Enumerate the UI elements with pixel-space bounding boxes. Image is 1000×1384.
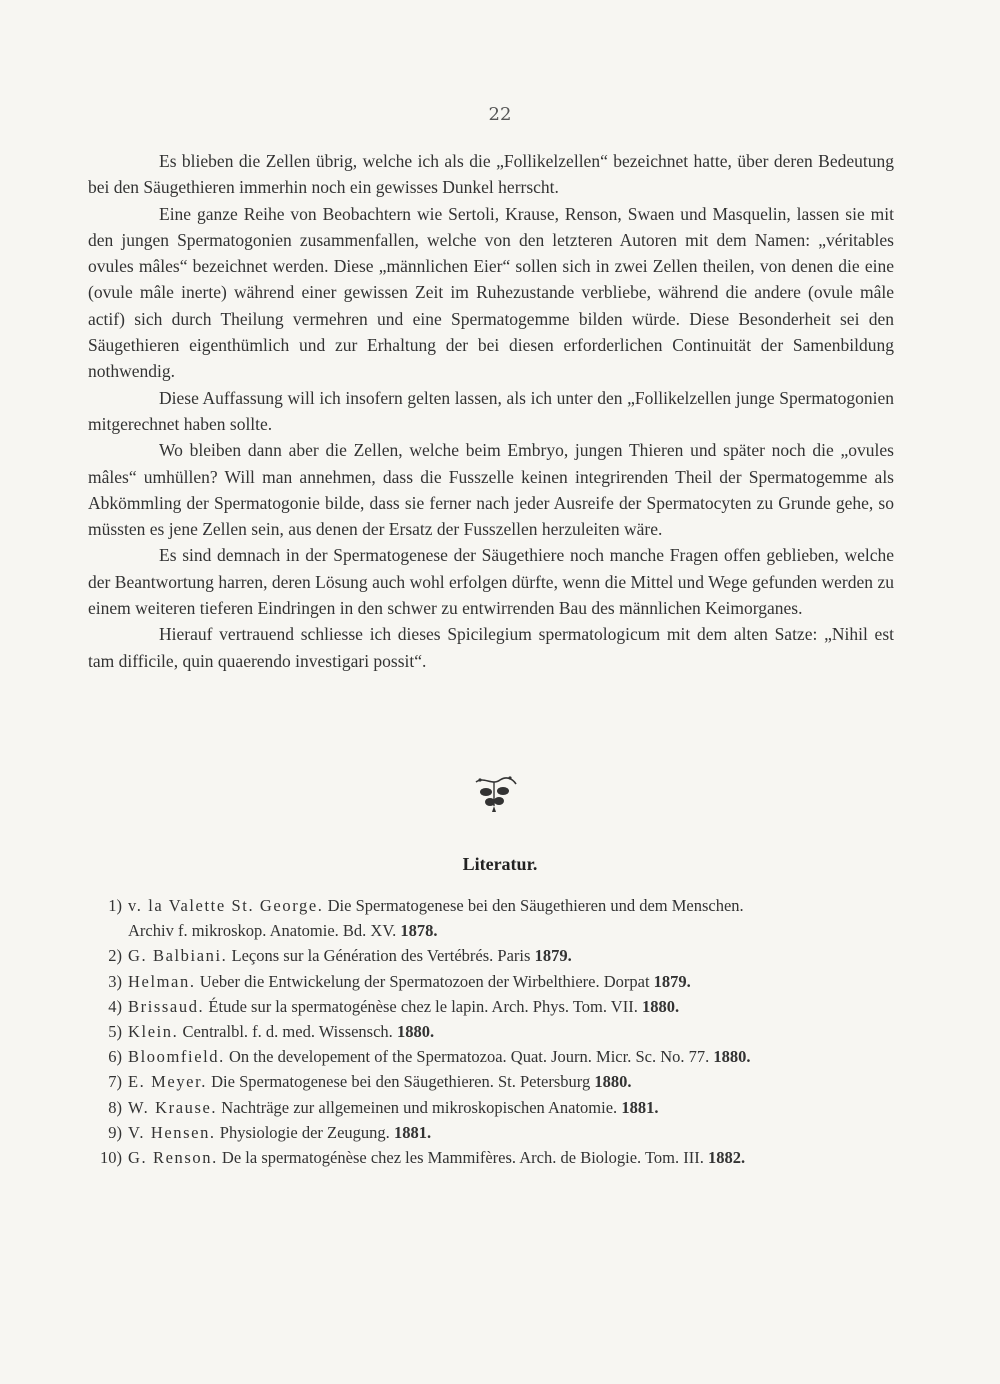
reference-item	[88, 1069, 908, 1094]
reference-number: 6)	[108, 1047, 122, 1067]
paragraph: Eine ganze Reihe von Beobachtern wie Sertoli, Krause, Renson, Swaen und Masquelin, lassen sie mit den jungen Spermatogonien zusammenfallen, welche von den letzteren Autoren mit dem Namen: „véritables ovules mâles“ bezeichnet werden. Diese „männlichen Eier“ sollen sich in zwei Zellen theilen, von denen die eine (ovule mâle inerte) während einer gewissen Zeit im Ruhezustande verbliebe, während die andere (ovule mâle actif) sich durch Theilung vermehren und eine Spermatogemme bilden würde. Diese Besonderheit sei den Säugethieren eigenthümlich und zur Erhaltung der bei diesen erforderlichen Continuität der Samenbildung nothwendig.	[88, 203, 894, 382]
reference-text: Physiologie der Zeugung.	[219, 1122, 390, 1142]
reference-author: G. Renson.	[128, 1148, 218, 1168]
reference-continuation: Archiv f. mikroskop. Anatomie. Bd. XV. 1878.	[128, 921, 438, 941]
paragraph: Wo bleiben dann aber die Zellen, welche beim Embryo, jungen Thieren und später noch die „ovules mâles“ umhüllen? Will man annehmen, dass die Fusszelle keinen integrirenden Theil der Spermatogemme als Abkömmling der Spermatogonie bilde, dass sie ferner nach jeder Ausreife der Spermatocyten zu Grunde gehe, so müssten es jene Zellen sein, aus denen der Ersatz der Fusszellen herzuleiten wäre.	[88, 440, 894, 540]
body-text	[88, 148, 894, 674]
reference-item	[88, 969, 908, 994]
page-number: 22	[488, 104, 512, 125]
reference-year: 1880.	[594, 1072, 632, 1092]
reference-number: 1)	[108, 896, 122, 915]
reference-list	[88, 893, 908, 1170]
reference-author: Bloomfield.	[128, 1047, 225, 1067]
reference-number: 9)	[108, 1122, 122, 1142]
reference-number: 2)	[108, 946, 122, 966]
reference-year: 1878.	[400, 921, 438, 941]
reference-item	[88, 943, 908, 968]
reference-author: V. Hensen.	[128, 1122, 216, 1142]
reference-item	[88, 994, 908, 1019]
reference-year: 1880.	[713, 1047, 751, 1067]
reference-year: 1881.	[621, 1097, 659, 1117]
reference-year: 1882.	[707, 1148, 746, 1168]
vine-ornament-icon	[470, 772, 520, 816]
reference-text: Nachträge zur allgemeinen und mikroskopischen Anatomie.	[221, 1097, 618, 1117]
reference-item	[88, 1044, 908, 1069]
reference-number: 5)	[108, 1022, 122, 1042]
reference-number: 10)	[100, 1148, 122, 1168]
reference-number: 3)	[108, 971, 122, 991]
reference-author: Helman.	[128, 971, 196, 991]
reference-text: Étude sur la spermatogénèse chez le lapin. Arch. Phys. Tom. VII.	[208, 996, 638, 1016]
reference-text: Centralbl. f. d. med. Wissensch.	[182, 1022, 393, 1042]
reference-author: Brissaud.	[128, 996, 205, 1016]
literature-heading: Literatur.	[462, 854, 538, 874]
reference-author: Klein.	[128, 1022, 179, 1042]
paragraph: Es blieben die Zellen übrig, welche ich als die „Follikelzellen“ bezeichnet hatte, über deren Bedeutung bei den Säugethieren immerhin noch ein gewisses Dunkel herrscht.	[88, 151, 894, 198]
reference-text: Die Spermatogenese bei den Säugethieren und dem Menschen.	[327, 896, 744, 915]
reference-text: Die Spermatogenese bei den Säugethieren. St. Petersburg	[211, 1072, 591, 1092]
reference-item	[88, 893, 908, 943]
reference-year: 1881.	[393, 1122, 432, 1142]
paragraph: Hierauf vertrauend schliesse ich dieses Spicilegium spermatologicum mit dem alten Satze: „Nihil est tam difficile, quin quaerendo investigari possit“.	[88, 624, 894, 671]
reference-year: 1879.	[653, 971, 691, 991]
reference-author: W. Krause.	[128, 1097, 218, 1117]
reference-text: De la spermatogénèse chez les Mammifères. Arch. de Biologie. Tom. III.	[221, 1148, 704, 1168]
reference-item	[88, 1019, 908, 1044]
reference-year: 1879.	[534, 946, 572, 966]
reference-text: Ueber die Entwickelung der Spermatozoen der Wirbelthiere. Dorpat	[199, 971, 650, 991]
paragraph: Diese Auffassung will ich insofern gelten lassen, als ich unter den „Follikelzellen junge Spermatogonien mitgerechnet haben sollte.	[88, 387, 894, 434]
reference-author: v. la Valette St. George.	[128, 896, 324, 915]
reference-text: On the developement of the Spermatozoa. Quat. Journ. Micr. Sc. No. 77.	[229, 1047, 710, 1067]
reference-text: Leçons sur la Génération des Vertébrés. Paris	[231, 946, 531, 966]
reference-number: 8)	[108, 1097, 122, 1117]
reference-item	[88, 1145, 908, 1170]
reference-year: 1880.	[396, 1022, 435, 1042]
reference-item	[88, 1095, 908, 1120]
reference-author: G. Balbiani.	[128, 946, 228, 966]
reference-number: 4)	[108, 996, 122, 1016]
reference-year: 1880.	[641, 996, 680, 1016]
reference-author: E. Meyer.	[128, 1072, 208, 1092]
paragraph: Es sind demnach in der Spermatogenese der Säugethiere noch manche Fragen offen geblieben, welche der Beantwortung harren, deren Lösung auch wohl erfolgen dürfte, wenn die Mittel und Wege gefunden werden zu einem weiteren tieferen Eindringen in den schwer zu entwirrenden Bau des männlichen Keimorganes.	[88, 545, 894, 619]
reference-item	[88, 1120, 908, 1145]
reference-number: 7)	[108, 1072, 122, 1092]
